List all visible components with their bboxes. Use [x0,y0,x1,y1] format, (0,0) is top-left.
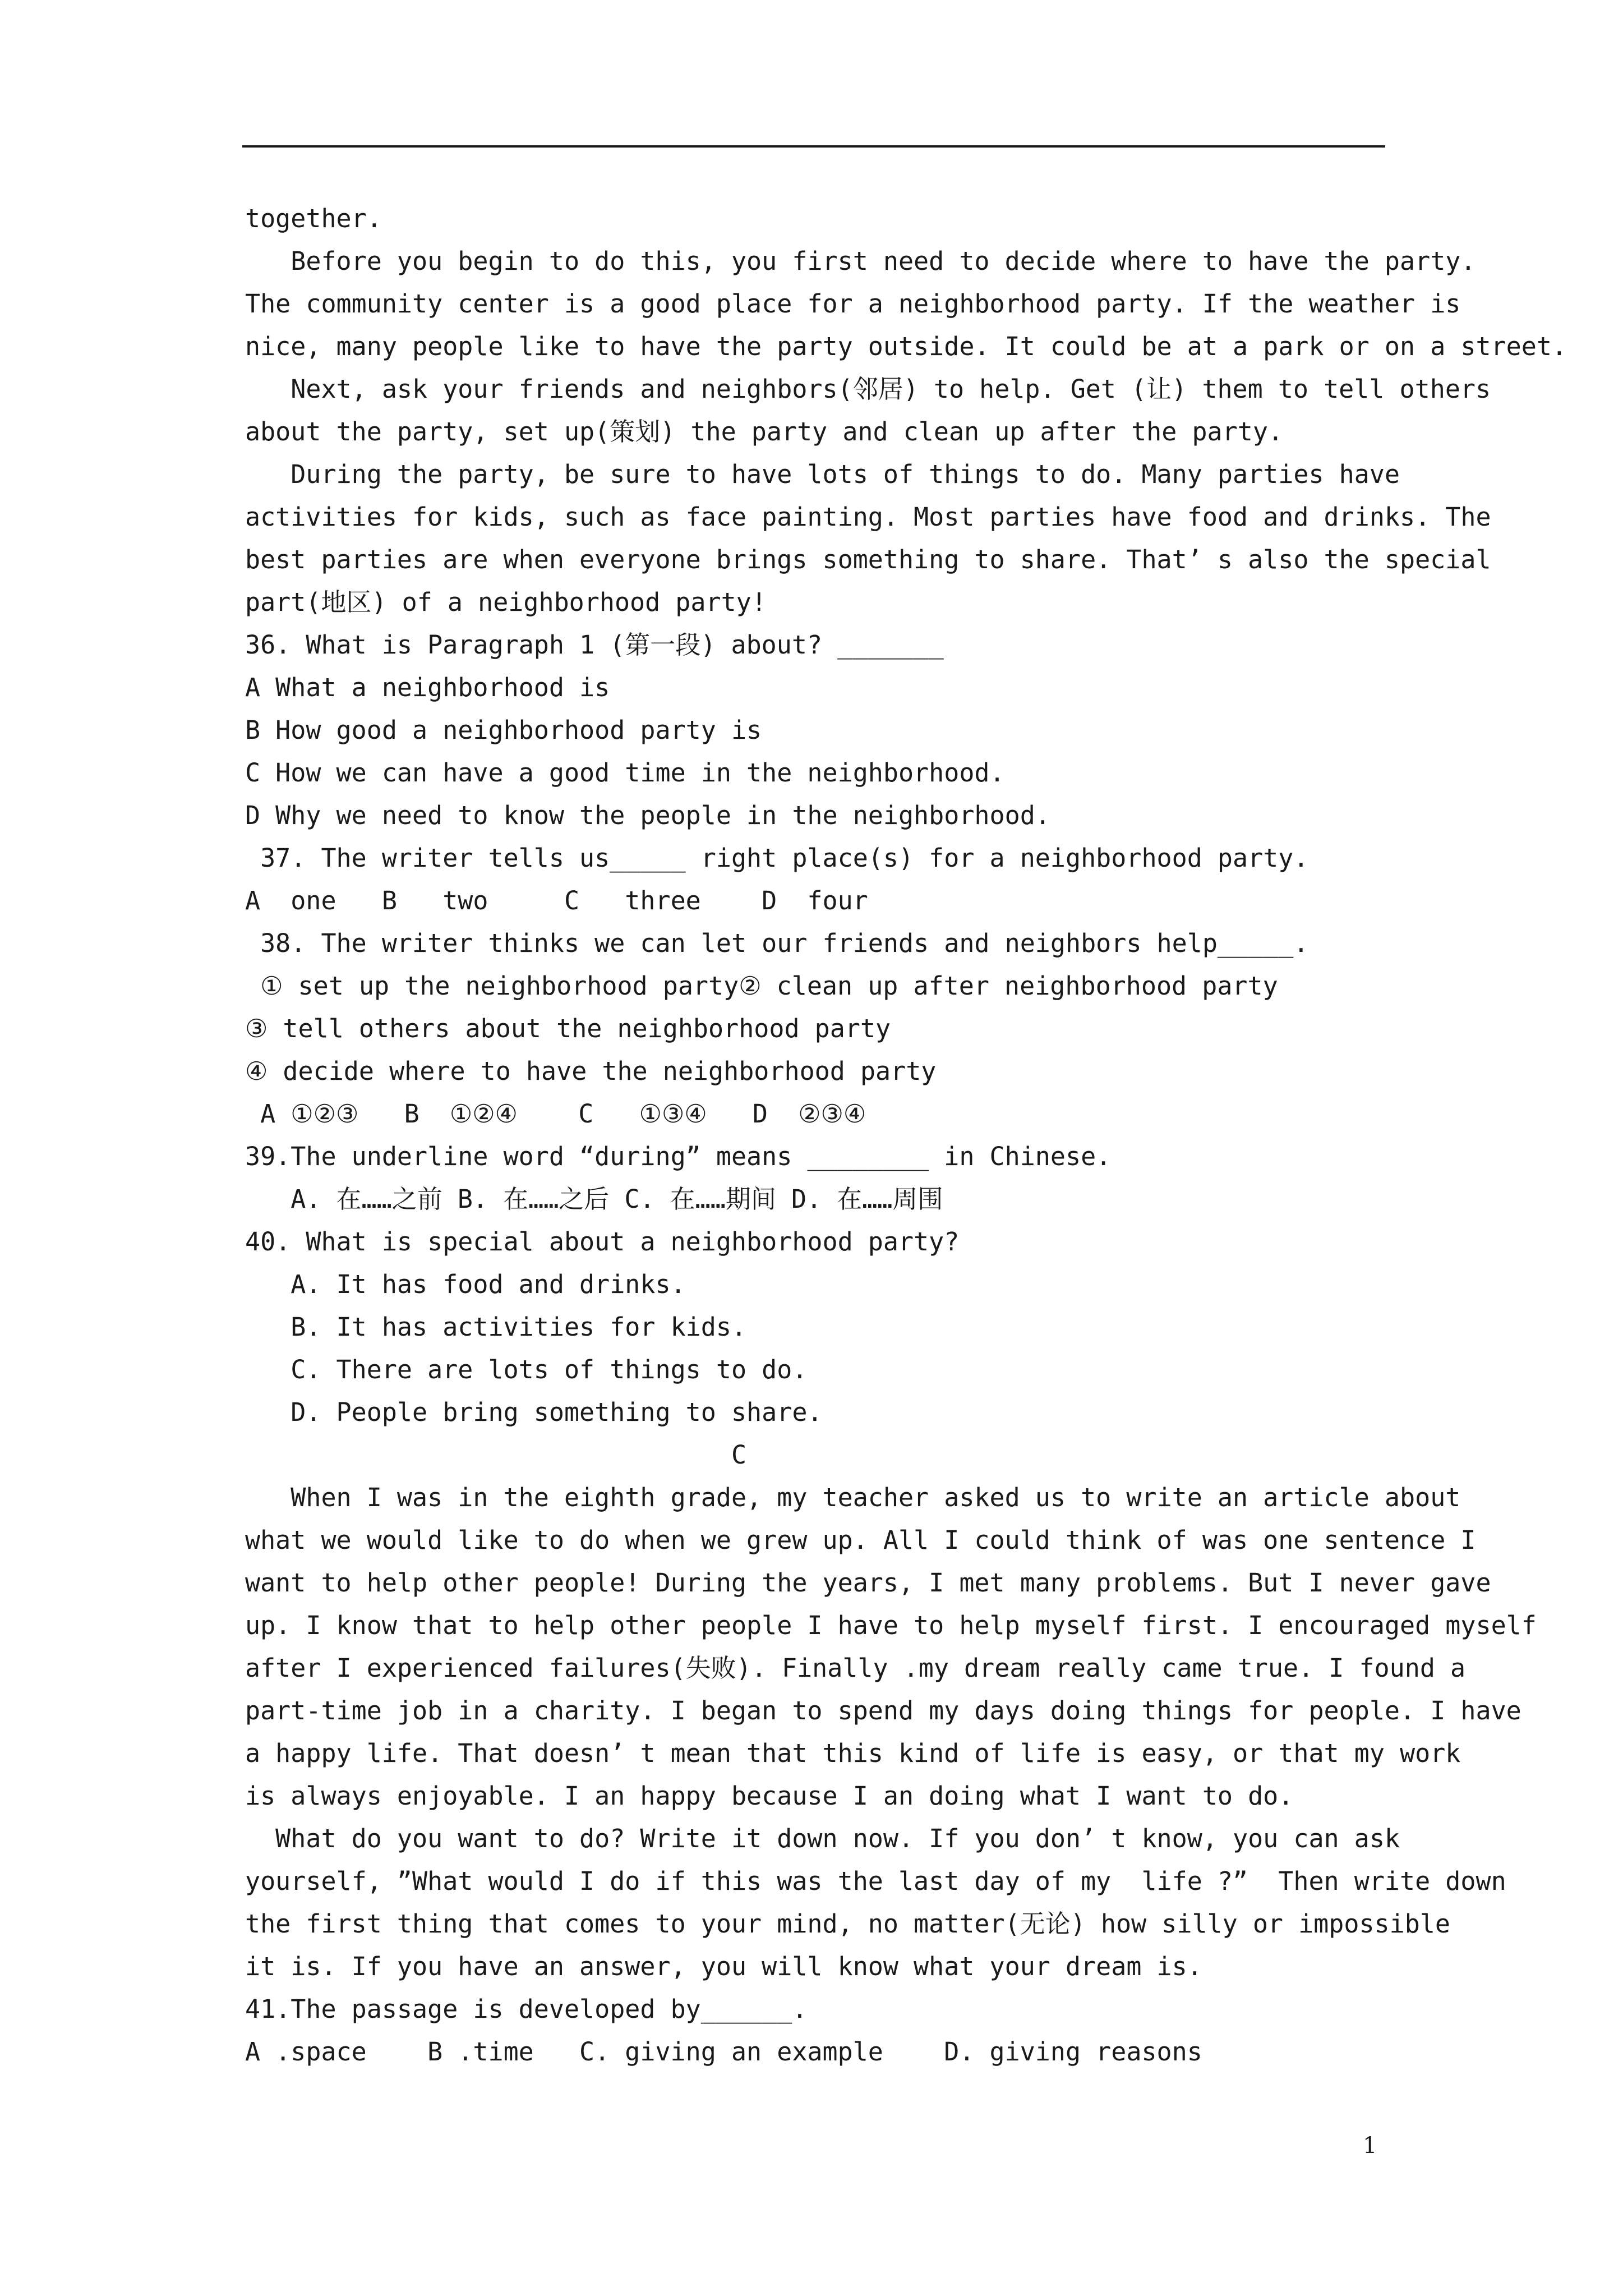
option-line: C. There are lots of things to do. [245,1355,808,1384]
option-line: A one B two C three D four [245,886,868,915]
option-line: D Why we need to know the people in the neighborhood. [245,800,1050,830]
text-line: best parties are when everyone brings something to share. That’ s also the special [245,545,1491,574]
text-line: what we would like to do when we grew up. All I could think of was one sentence I [245,1525,1476,1555]
text-line: Before you begin to do this, you first need to decide where to have the party. [245,246,1476,276]
text-line: yourself, ”What would I do if this was the last day of my life ?” Then write down [245,1866,1506,1896]
text-line: nice, many people like to have the party outside. It could be at a park or on a street. [245,332,1567,361]
option-line: ③ tell others about the neighborhood party [245,1014,891,1043]
text-line: a happy life. That doesn’ t mean that this kind of life is easy, or that my work [245,1738,1461,1768]
option-line: B How good a neighborhood party is [245,715,762,745]
text-line: is always enjoyable. I an happy because I an doing what I want to do. [245,1781,1294,1811]
question-37: 37. The writer tells us_____ right place(s) for a neighborhood party. [245,843,1309,873]
page-number: 1 [1363,2133,1377,2159]
option-line: A. It has food and drinks. [245,1269,686,1299]
text-line: the first thing that comes to your mind, no matter(无论) how silly or impossible [245,1909,1451,1939]
text-line: part(地区) of a neighborhood party! [245,587,767,617]
text-line: During the party, be sure to have lots of things to do. Many parties have [245,459,1400,489]
text-line: part-time job in a charity. I began to spend my days doing things for people. I have [245,1696,1521,1726]
question-40: 40. What is special about a neighborhood party? [245,1227,960,1257]
option-line: ④ decide where to have the neighborhood party [245,1056,937,1086]
header-rule [242,145,1385,148]
text-line: together. [245,204,382,233]
option-line: A .space B .time C. giving an example D. giving reasons [245,2037,1202,2067]
text-line: Next, ask your friends and neighbors(邻居) to help. Get (让) them to tell others [245,374,1491,404]
text-line: up. I know that to help other people I have to help myself first. I encouraged myself [245,1611,1537,1640]
question-41: 41.The passage is developed by______. [245,1994,808,2024]
option-line: B. It has activities for kids. [245,1312,747,1342]
text-line: What do you want to do? Write it down now. If you don’ t know, you can ask [245,1824,1400,1853]
option-line: A ①②③ B ①②④ C ①③④ D ②③④ [245,1099,866,1129]
text-line: The community center is a good place for a neighborhood party. If the weather is [245,289,1461,319]
option-line: C How we can have a good time in the neighborhood. [245,758,1005,788]
option-line: A. 在……之前 B. 在……之后 C. 在……期间 D. 在……周围 [245,1184,943,1214]
option-line: A What a neighborhood is [245,673,610,702]
text-line: want to help other people! During the years, I met many problems. But I never gave [245,1568,1491,1598]
question-39: 39.The underline word “during” means ________ in Chinese. [245,1142,1112,1171]
text-line: after I experienced failures(失败). Finally .my dream really came true. I found a [245,1653,1466,1683]
section-heading: C [245,1440,747,1470]
option-line: ① set up the neighborhood party② clean up after neighborhood party [245,971,1278,1001]
document-body [245,197,1567,2073]
text-line: about the party, set up(策划) the party and clean up after the party. [245,417,1283,447]
question-38: 38. The writer thinks we can let our friends and neighbors help_____. [245,928,1309,958]
option-line: D. People bring something to share. [245,1397,823,1427]
text-line: it is. If you have an answer, you will know what your dream is. [245,1952,1202,1981]
question-36: 36. What is Paragraph 1 (第一段) about? _______ [245,630,944,660]
text-line: activities for kids, such as face painting. Most parties have food and drinks. The [245,502,1491,532]
text-line: When I was in the eighth grade, my teacher asked us to write an article about [245,1483,1461,1512]
